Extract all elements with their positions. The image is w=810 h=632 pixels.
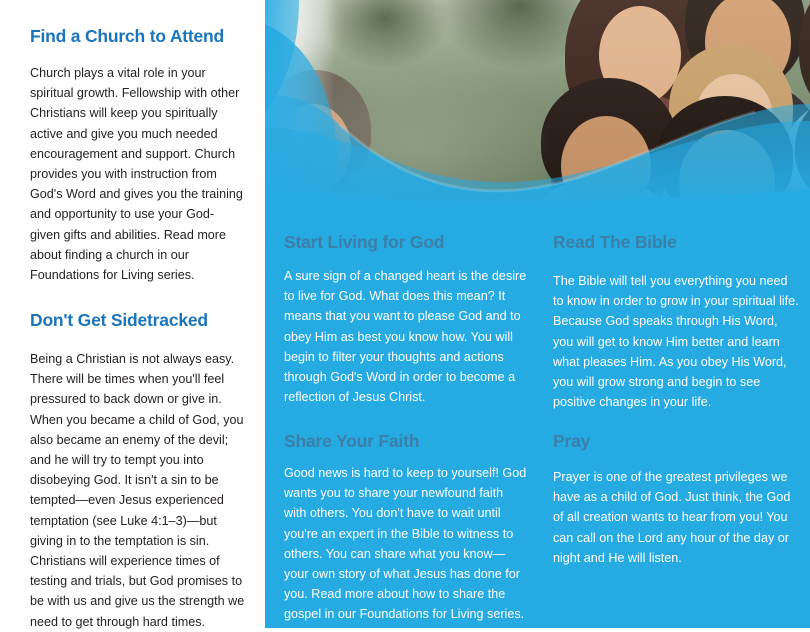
- body-dont-get-sidetracked: Being a Christian is not always easy. There will be times when you'll feel pressured to back down or give in. When you became a child of God, you also became an enemy of the devil; and he will try to tempt you into disobeying God. It isn't a sin to be tempted—even Jesus experienced temptation (see Luke 4:1–3)—but giving in to the temptation is sin. Christians will experience times of testing and trials, but God promises to be with us and give us the strength we need to get through hard times.: [30, 352, 245, 629]
- heading-start-living-for-god: Start Living for God: [284, 232, 445, 252]
- body-start-living-for-god: A sure sign of a changed heart is the desire to live for God. What does this mean? It means that you want to please God and to obey Him as best you know how. You will begin to filter your thoughts and actions through God's Word in order to become a reflection of Jesus Christ.: [284, 269, 527, 405]
- photo-person-face: [275, 104, 351, 192]
- body-find-a-church: Church plays a vital role in your spiritual growth. Fellowship with other Christians will keep you spiritually active and give you much needed encouragement and support. Church provides you with instruction from God's Word and gives you the training and opportunity to use your God-given gifts and abilities. Read more about finding a church in our Foundations for Living series.: [30, 66, 243, 283]
- photo-person-face: [561, 116, 651, 215]
- heading-pray: Pray: [553, 431, 591, 451]
- blue-content-panel: [265, 0, 810, 628]
- heading-read-the-bible: Read The Bible: [553, 232, 677, 252]
- left-text-column: [0, 0, 265, 630]
- heading-dont-get-sidetracked: Don't Get Sidetracked: [30, 310, 208, 330]
- heading-share-your-faith: Share Your Faith: [284, 431, 420, 451]
- heading-find-a-church: Find a Church to Attend: [30, 26, 225, 46]
- body-pray: Prayer is one of the greatest privileges we have as a child of God. Just think, the God of all creation wants to hear from you! You can call on the Lord any hour of the day or night and He will listen.: [553, 470, 791, 565]
- hero-photo-group-of-young-people: [265, 0, 810, 215]
- body-share-your-faith: Good news is hard to keep to yourself! God wants you to share your newfound faith with others. You don't have to wait until you're an expert in the Bible to witness to others. You can share what you know—your own story of what Jesus has done for you. Read more about how to share the gospel in our Foundations for Living series.: [284, 466, 527, 622]
- body-read-the-bible: The Bible will tell you everything you need to know in order to grow in your spiritual life. Because God speaks through His Word, you will get to know Him better and learn what pleases Him. As you obey His Word, you will grow strong and begin to see positive changes in your life.: [553, 274, 799, 410]
